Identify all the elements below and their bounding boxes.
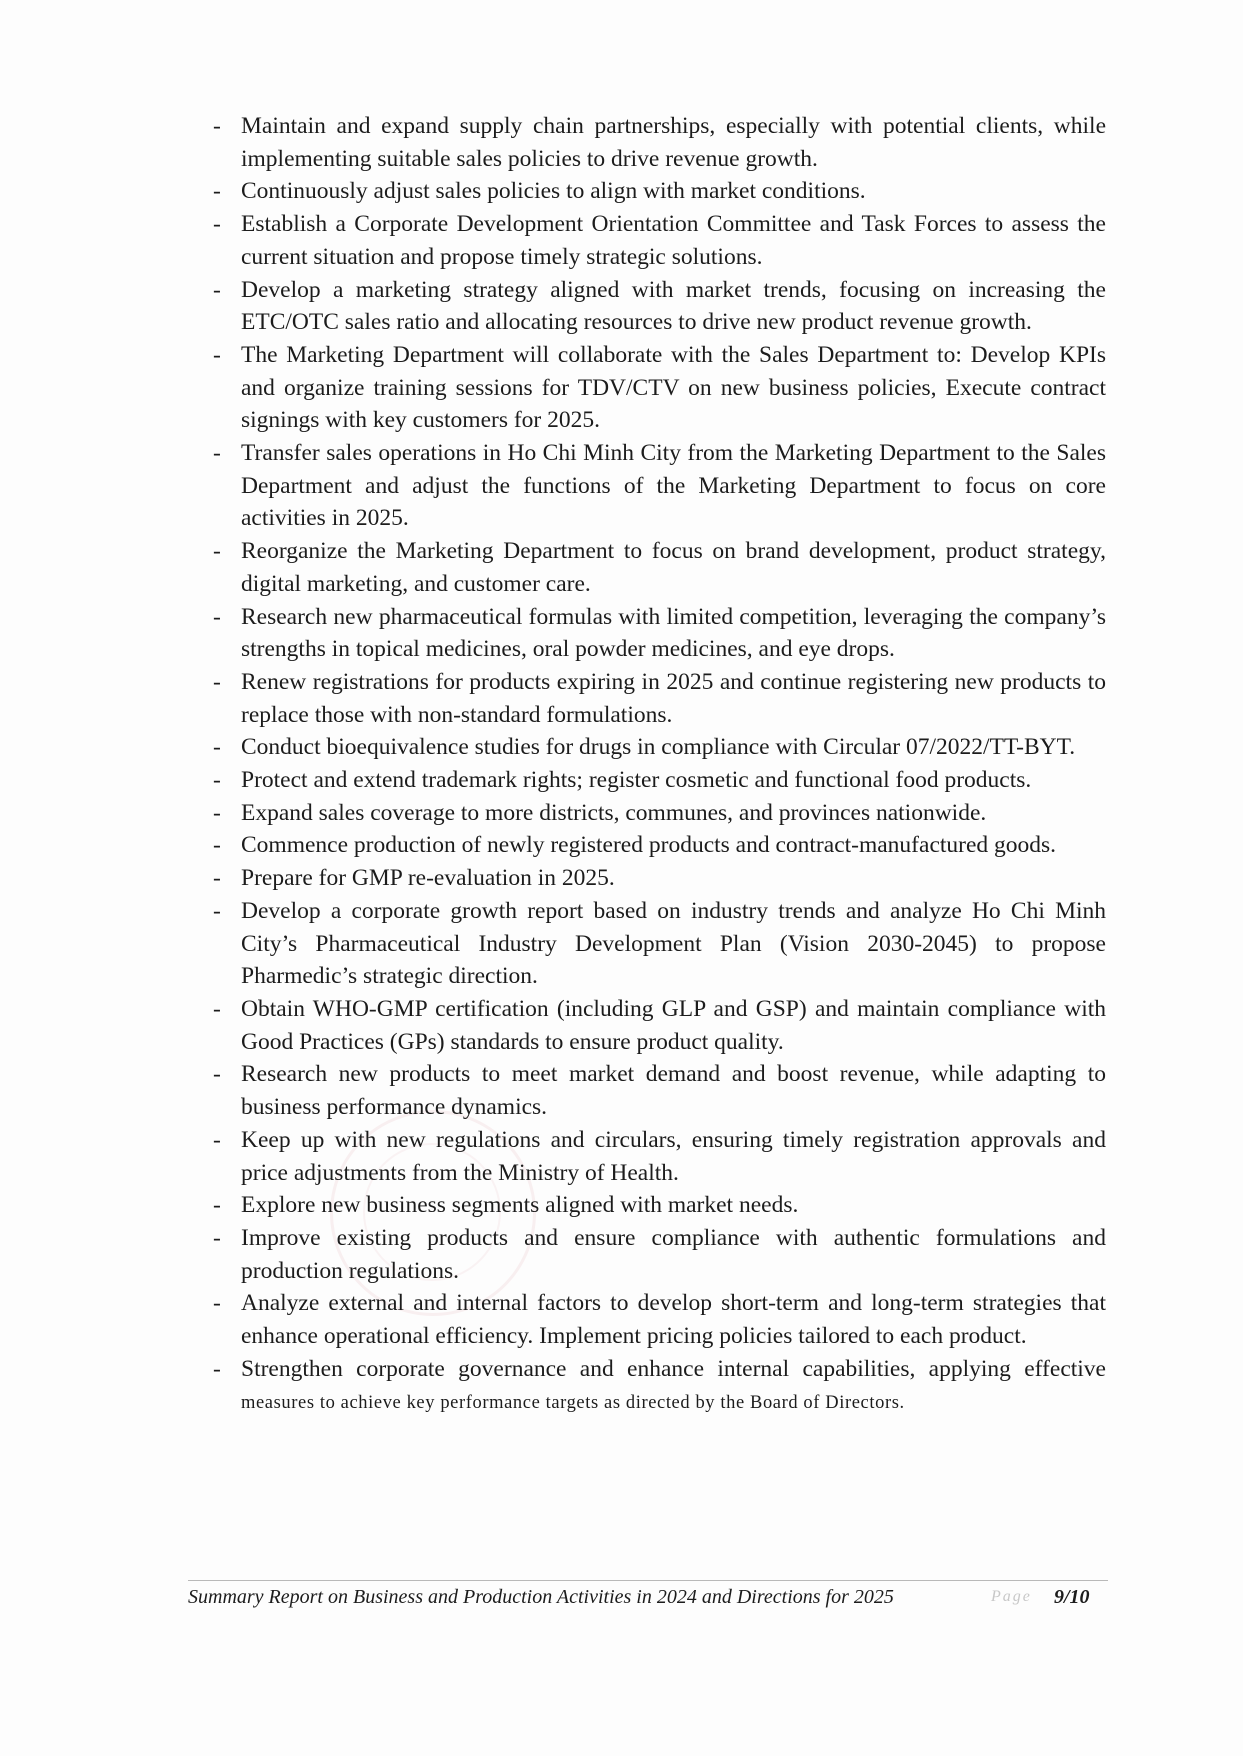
list-item (210, 764, 1106, 797)
list-item-text: Prepare for GMP re-evaluation in 2025. (241, 865, 615, 892)
page-footer (188, 1583, 1108, 1611)
bullet-marker: - (213, 734, 221, 761)
bullet-marker: - (213, 113, 221, 139)
list-item (210, 731, 1106, 764)
list-item-text: The Marketing Department will collaborate with the Sales Department to: Develop KPIs and organize training sessions for TDV/CTV on new business policies, Execute contract signings with key customers for 2025. (241, 341, 1106, 434)
list-item (210, 829, 1106, 862)
list-item (210, 797, 1106, 830)
list-item (210, 993, 1106, 1058)
list-item-text: Explore new business segments aligned with market needs. (241, 1192, 799, 1219)
bullet-marker: - (213, 1061, 221, 1088)
list-item (210, 1353, 1106, 1420)
list-item (210, 110, 1106, 175)
bullet-marker: - (213, 865, 221, 892)
list-item (210, 1124, 1106, 1189)
list-item-text: Obtain WHO-GMP certification (including GLP and GSP) and maintain compliance with Good Practices (GPs) standards to ensure product quality. (241, 995, 1106, 1055)
list-item-text: Research new products to meet market demand and boost revenue, while adapting to business performance dynamics. (241, 1061, 1106, 1121)
list-item (210, 862, 1106, 895)
bullet-marker: - (213, 1355, 221, 1382)
bullet-marker: - (213, 1126, 221, 1153)
bullet-marker: - (213, 1224, 221, 1251)
bullet-marker: - (213, 668, 221, 695)
bullet-marker: - (213, 440, 221, 467)
list-item-text: Expand sales coverage to more districts, communes, and provinces nationwide. (241, 799, 987, 826)
bullet-marker: - (213, 995, 221, 1022)
list-item (210, 1287, 1106, 1352)
bullet-marker: - (213, 799, 221, 826)
list-item (210, 175, 1106, 208)
footer-report-title: Summary Report on Business and Production Activities in 2024 and Directions for 2025 (188, 1586, 894, 1608)
list-item (210, 1058, 1106, 1123)
list-item-text: Establish a Corporate Development Orientation Committee and Task Forces to assess the current situation and propose timely strategic solutions. (241, 211, 1106, 270)
list-item-text: Reorganize the Marketing Department to focus on brand development, product strategy, digital marketing, and customer care. (241, 538, 1106, 597)
list-item (210, 666, 1106, 731)
list-item (210, 437, 1106, 535)
list-item-text: Improve existing products and ensure compliance with authentic formulations and production regulations. (241, 1224, 1106, 1284)
bullet-marker: - (213, 897, 221, 924)
list-item (210, 895, 1106, 993)
bullet-marker: - (213, 341, 221, 368)
list-item-text: Conduct bioequivalence studies for drugs in compliance with Circular 07/2022/TT-BYT. (241, 734, 1076, 761)
list-item (210, 274, 1106, 339)
bullet-marker: - (213, 832, 221, 859)
list-item (210, 208, 1106, 273)
list-item-text: Protect and extend trademark rights; register cosmetic and functional food products. (241, 767, 1032, 794)
bullet-marker: - (213, 1290, 221, 1317)
bullet-marker: - (213, 1192, 221, 1219)
list-item (210, 339, 1106, 437)
list-item-text: Develop a corporate growth report based on industry trends and analyze Ho Chi Minh City’s Pharmaceutical Industry Development Plan (Vision 2030-2045) to propose Pharmedic’s strategic direction. (241, 897, 1106, 990)
list-item-text: Continuously adjust sales policies to align with market conditions. (241, 178, 866, 205)
footer-divider (188, 1580, 1108, 1581)
list-item-text-tail: measures to achieve key performance targets as directed by the Board of Directors. (241, 1393, 905, 1414)
list-item-text: Commence production of newly registered products and contract-manufactured goods. (241, 832, 1057, 859)
directions-bullet-list (210, 110, 1106, 1420)
list-item (210, 601, 1106, 666)
bullet-marker: - (213, 178, 221, 205)
list-item-text: Develop a marketing strategy aligned with market trends, focusing on increasing the ETC/OTC sales ratio and allocating resources to drive new product revenue growth. (241, 276, 1106, 336)
list-item (210, 535, 1106, 600)
list-item (210, 1222, 1106, 1287)
list-item-text: Transfer sales operations in Ho Chi Minh City from the Marketing Department to the Sales Department and adjust the functions of the Marketing Department to focus on core activities in 2025. (241, 440, 1106, 532)
list-item-text: Strengthen corporate governance and enhance internal capabilities, applying effective (241, 1355, 1106, 1382)
bullet-marker: - (213, 276, 221, 303)
footer-page-number: 9/10 (1054, 1586, 1090, 1608)
list-item-text: Keep up with new regulations and circulars, ensuring timely registration approvals and price adjustments from the Ministry of Health. (241, 1126, 1106, 1186)
list-item-text: Maintain and expand supply chain partnerships, especially with potential clients, while implementing suitable sales policies to drive revenue growth. (241, 113, 1106, 172)
bullet-marker: - (213, 538, 221, 565)
list-item-text: Renew registrations for products expiring in 2025 and continue registering new products to replace those with non-standard formulations. (241, 668, 1106, 728)
bullet-marker: - (213, 603, 221, 630)
bullet-marker: - (213, 211, 221, 238)
list-item-text: Research new pharmaceutical formulas with limited competition, leveraging the company’s strengths in topical medicines, oral powder medicines, and eye drops. (241, 603, 1106, 663)
bullet-marker: - (213, 767, 221, 794)
list-item (210, 1189, 1106, 1222)
footer-page-label: Page (991, 1588, 1032, 1605)
list-item-text: Analyze external and internal factors to develop short-term and long-term strategies that enhance operational efficiency. Implement pricing policies tailored to each product. (241, 1290, 1106, 1350)
